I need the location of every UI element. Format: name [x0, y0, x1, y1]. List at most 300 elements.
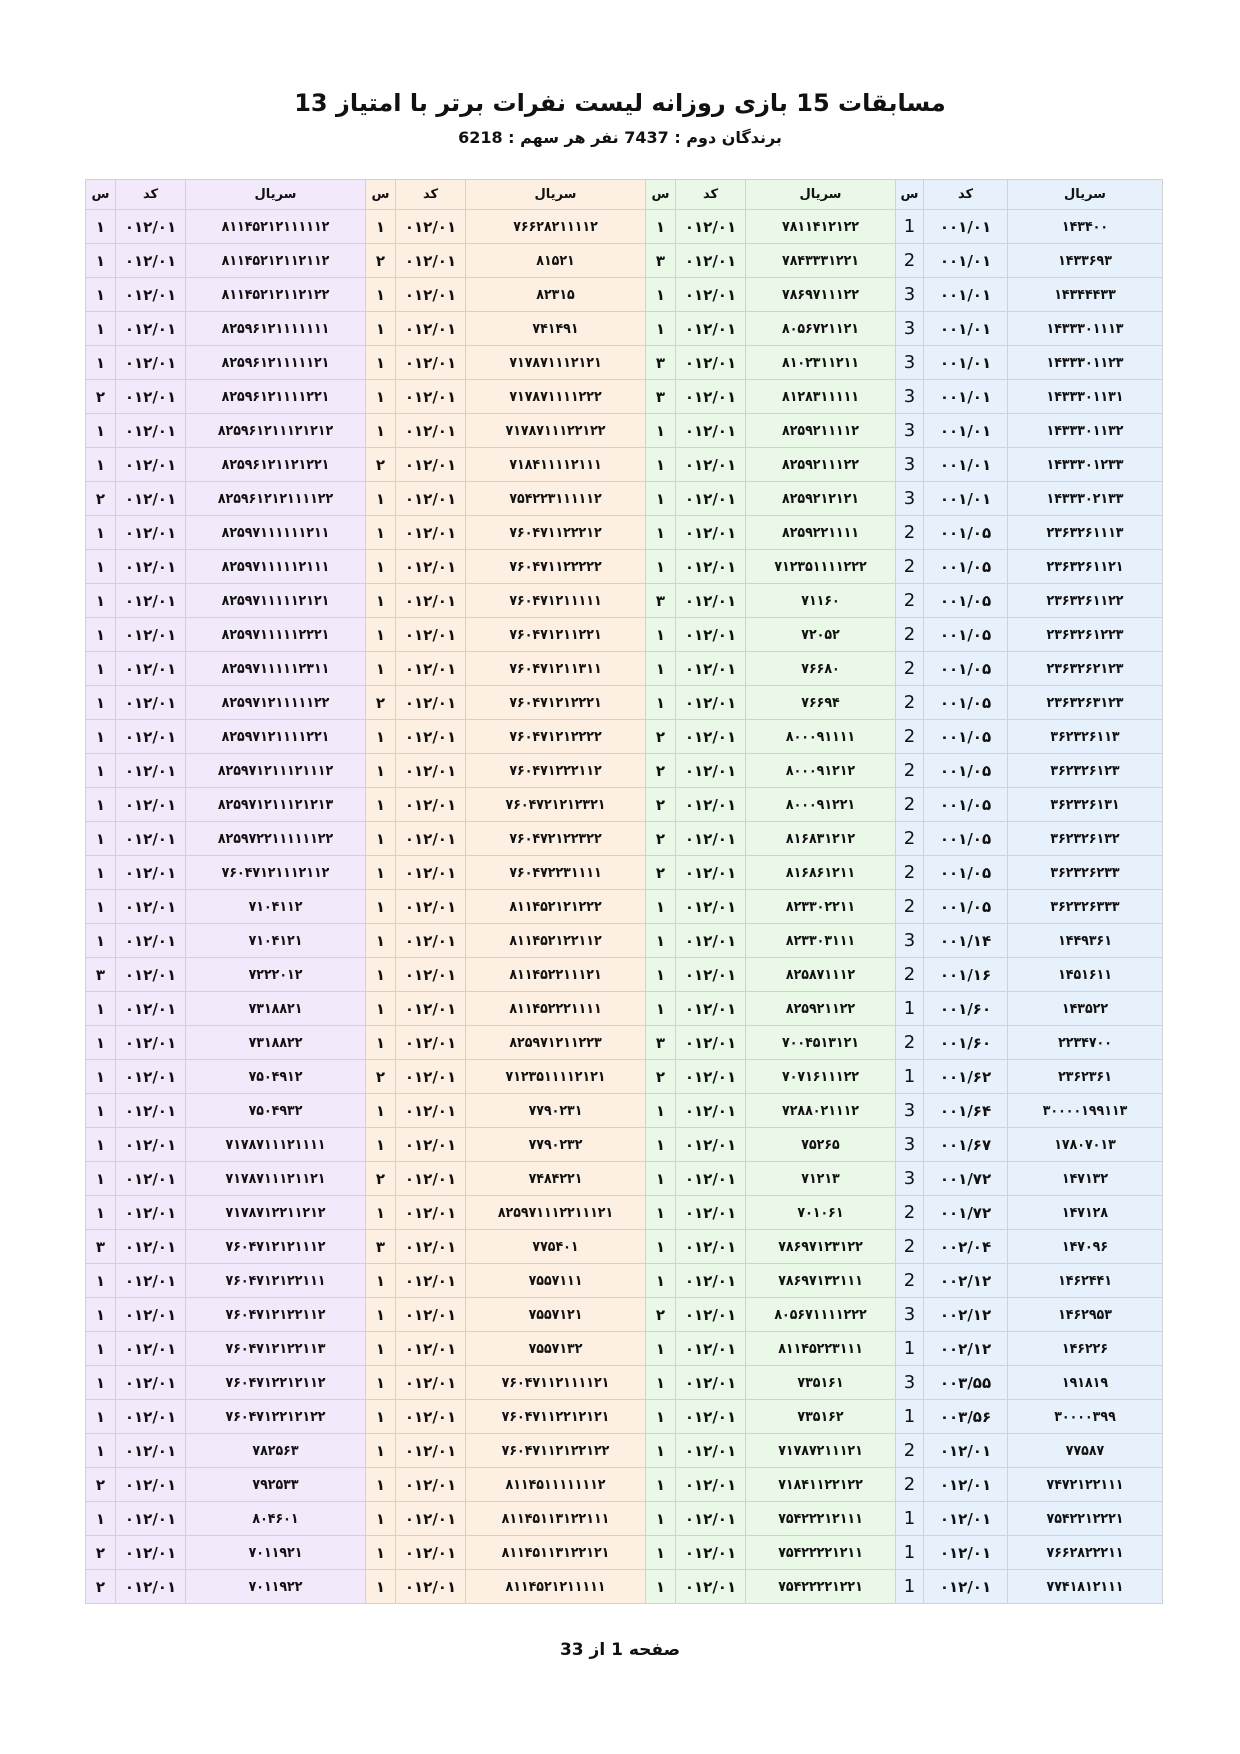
cell-s: ۱ — [366, 1366, 396, 1400]
cell-s: 3 — [896, 278, 924, 312]
cell-code: ۰۱۲/۰۱ — [396, 1400, 466, 1434]
table-row — [86, 1060, 1163, 1094]
cell-code: ۰۱۲/۰۱ — [116, 1128, 186, 1162]
cell-serial: ۸۱۱۴۵۲۲۲۱۱۱۱ — [466, 992, 646, 1026]
cell-code: ۰۱۲/۰۱ — [676, 516, 746, 550]
cell-serial: ۷۱۷۸۷۱۱۱۱۲۲۲ — [466, 380, 646, 414]
cell-serial: ۷۳۵۱۶۱ — [746, 1366, 896, 1400]
cell-code: ۰۰۱/۰۱ — [924, 278, 1008, 312]
table-row — [86, 1400, 1163, 1434]
cell-code: ۰۰۱/۷۲ — [924, 1162, 1008, 1196]
cell-s: ۱ — [86, 1162, 116, 1196]
table-row — [86, 754, 1163, 788]
cell-serial: ۱۴۳۴۰۰ — [1008, 210, 1163, 244]
cell-code: ۰۱۲/۰۱ — [116, 1468, 186, 1502]
table-row — [86, 1196, 1163, 1230]
cell-code: ۰۱۲/۰۱ — [116, 278, 186, 312]
cell-serial: ۷۸۲۵۶۳ — [186, 1434, 366, 1468]
cell-s: 2 — [896, 550, 924, 584]
cell-serial: ۷۶۰۴۷۱۲۱۱۱۱۱ — [466, 584, 646, 618]
cell-s: ۱ — [366, 312, 396, 346]
cell-serial: ۷۵۴۲۲۲۱۲۱۱۱ — [746, 1502, 896, 1536]
cell-serial: ۸۱۱۴۵۲۱۲۱۱۲۱۲۲ — [186, 278, 366, 312]
column-header-serial: سریال — [466, 180, 646, 210]
cell-s: ۱ — [646, 1094, 676, 1128]
cell-s: ۱ — [86, 788, 116, 822]
cell-s: 3 — [896, 482, 924, 516]
cell-s: ۱ — [86, 312, 116, 346]
cell-serial: ۷۸۴۳۳۳۱۲۲۱ — [746, 244, 896, 278]
cell-serial: ۸۲۵۹۷۱۲۱۱۱۲۱۱۱۲ — [186, 754, 366, 788]
cell-code: ۰۰۳/۵۶ — [924, 1400, 1008, 1434]
cell-serial: ۸۲۵۹۷۱۱۱۲۲۱۱۱۲۱ — [466, 1196, 646, 1230]
cell-serial: ۸۲۵۹۶۱۲۱۱۱۲۱۲۱۲ — [186, 414, 366, 448]
cell-serial: ۳۶۲۳۲۶۱۱۳ — [1008, 720, 1163, 754]
cell-serial: ۱۴۳۵۲۲ — [1008, 992, 1163, 1026]
cell-s: ۱ — [646, 958, 676, 992]
cell-code: ۰۱۲/۰۱ — [116, 210, 186, 244]
cell-s: ۱ — [646, 278, 676, 312]
cell-code: ۰۱۲/۰۱ — [396, 618, 466, 652]
cell-s: ۲ — [86, 1468, 116, 1502]
cell-serial: ۸۱۵۲۱ — [466, 244, 646, 278]
cell-serial: ۸۲۵۹۶۱۲۱۱۱۱۲۲۱ — [186, 380, 366, 414]
table-row — [86, 1468, 1163, 1502]
cell-serial: ۷۶۰۴۷۲۱۲۱۲۳۲۱ — [466, 788, 646, 822]
cell-s: ۱ — [366, 1128, 396, 1162]
cell-s: ۱ — [86, 1434, 116, 1468]
cell-code: ۰۱۲/۰۱ — [924, 1434, 1008, 1468]
cell-code: ۰۱۲/۰۱ — [116, 448, 186, 482]
cell-s: 2 — [896, 584, 924, 618]
cell-s: ۱ — [366, 754, 396, 788]
cell-s: ۲ — [646, 788, 676, 822]
cell-code: ۰۱۲/۰۱ — [116, 992, 186, 1026]
cell-serial: ۸۲۳۳۰۲۲۱۱ — [746, 890, 896, 924]
cell-code: ۰۱۲/۰۱ — [396, 1468, 466, 1502]
cell-s: ۱ — [646, 1128, 676, 1162]
cell-serial: ۷۷۵۴۰۱ — [466, 1230, 646, 1264]
cell-serial: ۳۶۲۳۲۶۲۳۳ — [1008, 856, 1163, 890]
cell-code: ۰۱۲/۰۱ — [396, 380, 466, 414]
cell-s: ۱ — [366, 1094, 396, 1128]
cell-s: 3 — [896, 1094, 924, 1128]
cell-serial: ۱۹۱۸۱۹ — [1008, 1366, 1163, 1400]
cell-serial: ۷۲۰۵۲ — [746, 618, 896, 652]
cell-code: ۰۱۲/۰۱ — [676, 1468, 746, 1502]
cell-serial: ۸۱۱۴۵۱۱۳۱۲۲۱۱۱ — [466, 1502, 646, 1536]
cell-code: ۰۰۲/۱۲ — [924, 1298, 1008, 1332]
cell-s: ۱ — [646, 1162, 676, 1196]
cell-serial: ۸۱۱۴۵۲۱۲۱۲۲۲ — [466, 890, 646, 924]
cell-s: 1 — [896, 1570, 924, 1604]
cell-code: ۰۱۲/۰۱ — [396, 1502, 466, 1536]
cell-s: ۱ — [646, 1196, 676, 1230]
cell-s: ۱ — [646, 448, 676, 482]
cell-code: ۰۰۱/۰۱ — [924, 380, 1008, 414]
cell-code: ۰۱۲/۰۱ — [676, 822, 746, 856]
cell-code: ۰۱۲/۰۱ — [676, 924, 746, 958]
cell-s: ۲ — [86, 1570, 116, 1604]
cell-s: ۱ — [366, 822, 396, 856]
cell-s: 1 — [896, 1060, 924, 1094]
cell-s: ۱ — [366, 1434, 396, 1468]
cell-serial: ۷۵۴۲۲۲۲۱۲۱۱ — [746, 1536, 896, 1570]
cell-code: ۰۰۲/۱۲ — [924, 1332, 1008, 1366]
header-row — [86, 180, 1163, 210]
cell-serial: ۷۰۷۱۶۱۱۱۲۲ — [746, 1060, 896, 1094]
cell-s: ۱ — [86, 1298, 116, 1332]
cell-code: ۰۱۲/۰۱ — [116, 1060, 186, 1094]
column-header-code: کد — [116, 180, 186, 210]
cell-s: 1 — [896, 1502, 924, 1536]
cell-s: ۱ — [366, 516, 396, 550]
cell-serial: ۷۱۷۸۷۲۱۱۱۲۱ — [746, 1434, 896, 1468]
cell-code: ۰۱۲/۰۱ — [116, 1026, 186, 1060]
cell-serial: ۷۰۱۰۶۱ — [746, 1196, 896, 1230]
cell-code: ۰۰۱/۰۱ — [924, 210, 1008, 244]
cell-code: ۰۱۲/۰۱ — [116, 516, 186, 550]
cell-code: ۰۱۲/۰۱ — [676, 788, 746, 822]
table-row — [86, 584, 1163, 618]
cell-code: ۰۱۲/۰۱ — [396, 992, 466, 1026]
table-row — [86, 516, 1163, 550]
cell-serial: ۸۲۵۹۷۱۱۱۱۱۲۱۲۱ — [186, 584, 366, 618]
cell-serial: ۸۱۱۴۵۲۱۲۲۱۱۲ — [466, 924, 646, 958]
cell-code: ۰۱۲/۰۱ — [676, 244, 746, 278]
cell-serial: ۷۲۲۲۰۱۲ — [186, 958, 366, 992]
cell-s: ۱ — [646, 1366, 676, 1400]
cell-code: ۰۱۲/۰۱ — [676, 210, 746, 244]
cell-code: ۰۱۲/۰۱ — [676, 1196, 746, 1230]
cell-serial: ۸۲۵۹۷۱۲۱۱۱۱۲۲۱ — [186, 720, 366, 754]
cell-code: ۰۱۲/۰۱ — [116, 1366, 186, 1400]
cell-code: ۰۱۲/۰۱ — [396, 1094, 466, 1128]
cell-code: ۰۱۲/۰۱ — [676, 414, 746, 448]
cell-serial: ۷۷۵۸۷ — [1008, 1434, 1163, 1468]
cell-s: 2 — [896, 1264, 924, 1298]
cell-s: ۱ — [366, 1026, 396, 1060]
cell-s: ۲ — [86, 482, 116, 516]
page-subtitle: برندگان دوم : 7437 نفر هر سهم : 6218 — [458, 128, 782, 147]
table-row — [86, 1332, 1163, 1366]
cell-code: ۰۱۲/۰۱ — [116, 550, 186, 584]
cell-serial: ۷۱۲۳۵۱۱۱۱۲۲۲ — [746, 550, 896, 584]
cell-serial: ۷۶۰۴۷۱۱۲۱۲۲۱۲۲ — [466, 1434, 646, 1468]
cell-s: ۱ — [366, 652, 396, 686]
cell-serial: ۷۸۶۹۷۱۱۱۲۲ — [746, 278, 896, 312]
cell-code: ۰۰۱/۶۷ — [924, 1128, 1008, 1162]
cell-s: 3 — [896, 1366, 924, 1400]
cell-code: ۰۱۲/۰۱ — [676, 1094, 746, 1128]
cell-s: ۱ — [366, 414, 396, 448]
cell-serial: ۸۲۳۳۰۳۱۱۱ — [746, 924, 896, 958]
cell-code: ۰۰۱/۶۰ — [924, 1026, 1008, 1060]
cell-serial: ۷۱۲۳۵۱۱۱۱۲۱۲۱ — [466, 1060, 646, 1094]
cell-serial: ۳۰۰۰۰۳۹۹ — [1008, 1400, 1163, 1434]
cell-s: 2 — [896, 1230, 924, 1264]
cell-serial: ۷۱۰۴۱۲۱ — [186, 924, 366, 958]
column-header-s: س — [646, 180, 676, 210]
cell-s: ۱ — [86, 1026, 116, 1060]
cell-serial: ۷۱۷۸۷۱۱۱۲۱۱۲۱ — [186, 1162, 366, 1196]
cell-s: 2 — [896, 1026, 924, 1060]
cell-s: ۱ — [366, 1570, 396, 1604]
cell-serial: ۱۴۳۳۳۰۱۱۳۱ — [1008, 380, 1163, 414]
cell-s: ۱ — [646, 686, 676, 720]
cell-s: 3 — [896, 380, 924, 414]
cell-serial: ۸۲۵۹۷۱۲۱۱۲۲۳ — [466, 1026, 646, 1060]
cell-s: ۱ — [646, 482, 676, 516]
cell-serial: ۱۴۶۲۹۵۳ — [1008, 1298, 1163, 1332]
cell-code: ۰۱۲/۰۱ — [676, 1026, 746, 1060]
cell-code: ۰۱۲/۰۱ — [676, 380, 746, 414]
cell-s: ۱ — [646, 890, 676, 924]
cell-s: ۲ — [366, 1060, 396, 1094]
cell-code: ۰۱۲/۰۱ — [924, 1468, 1008, 1502]
cell-code: ۰۱۲/۰۱ — [116, 1536, 186, 1570]
cell-code: ۰۱۲/۰۱ — [924, 1570, 1008, 1604]
cell-serial: ۸۲۵۹۷۱۱۱۱۱۲۱۱۱ — [186, 550, 366, 584]
cell-code: ۰۰۱/۰۵ — [924, 754, 1008, 788]
cell-s: 2 — [896, 652, 924, 686]
cell-serial: ۷۶۰۴۷۱۲۱۲۲۱۱۱ — [186, 1264, 366, 1298]
cell-serial: ۷۶۰۴۷۱۲۱۲۲۱۱۳ — [186, 1332, 366, 1366]
cell-serial: ۸۰۴۶۰۱ — [186, 1502, 366, 1536]
cell-serial: ۷۴۷۲۱۲۲۱۱۱ — [1008, 1468, 1163, 1502]
cell-serial: ۸۲۵۹۲۱۱۲۲ — [746, 992, 896, 1026]
cell-serial: ۷۶۶۹۴ — [746, 686, 896, 720]
cell-s: ۱ — [646, 924, 676, 958]
cell-s: ۲ — [646, 754, 676, 788]
cell-serial: ۱۴۳۴۴۴۳۳ — [1008, 278, 1163, 312]
cell-serial: ۸۲۵۹۶۱۲۱۱۱۱۱۱۱ — [186, 312, 366, 346]
cell-serial: ۷۸۶۹۷۱۳۲۱۱۱ — [746, 1264, 896, 1298]
cell-s: ۲ — [366, 244, 396, 278]
cell-serial: ۸۱۱۴۵۲۲۱۱۱۲۱ — [466, 958, 646, 992]
cell-serial: ۲۳۶۳۲۶۱۲۲۳ — [1008, 618, 1163, 652]
cell-s: ۱ — [646, 1502, 676, 1536]
cell-serial: ۷۴۱۴۹۱ — [466, 312, 646, 346]
cell-code: ۰۱۲/۰۱ — [396, 414, 466, 448]
cell-s: ۱ — [86, 550, 116, 584]
table-row — [86, 856, 1163, 890]
cell-serial: ۱۴۵۱۶۱۱ — [1008, 958, 1163, 992]
cell-code: ۰۱۲/۰۱ — [396, 346, 466, 380]
cell-code: ۰۱۲/۰۱ — [676, 1366, 746, 1400]
cell-code: ۰۱۲/۰۱ — [396, 550, 466, 584]
cell-serial: ۱۴۳۳۳۰۱۱۳۲ — [1008, 414, 1163, 448]
cell-code: ۰۰۱/۶۴ — [924, 1094, 1008, 1128]
cell-s: ۱ — [646, 992, 676, 1026]
cell-serial: ۲۳۶۳۲۶۱۱۲۲ — [1008, 584, 1163, 618]
cell-code: ۰۰۲/۱۲ — [924, 1264, 1008, 1298]
cell-s: ۱ — [646, 312, 676, 346]
page-footer: صفحه 1 از 33 — [559, 1640, 681, 1660]
cell-s: ۱ — [86, 1366, 116, 1400]
cell-serial: ۷۶۰۴۷۲۲۳۱۱۱۱ — [466, 856, 646, 890]
cell-code: ۰۱۲/۰۱ — [396, 1264, 466, 1298]
cell-code: ۰۱۲/۰۱ — [676, 278, 746, 312]
cell-serial: ۷۴۸۴۲۲۱ — [466, 1162, 646, 1196]
cell-s: ۱ — [366, 958, 396, 992]
cell-serial: ۳۶۲۳۲۶۱۲۳ — [1008, 754, 1163, 788]
cell-code: ۰۰۳/۵۵ — [924, 1366, 1008, 1400]
cell-serial: ۷۶۶۸۰ — [746, 652, 896, 686]
cell-serial: ۸۱۱۴۵۲۱۲۱۱۱۱۱ — [466, 1570, 646, 1604]
cell-s: ۱ — [86, 516, 116, 550]
table-row — [86, 720, 1163, 754]
cell-serial: ۸۲۵۹۲۱۱۱۲۲ — [746, 448, 896, 482]
cell-code: ۰۱۲/۰۱ — [396, 1366, 466, 1400]
table-row — [86, 1536, 1163, 1570]
cell-s: ۱ — [646, 1536, 676, 1570]
cell-s: 2 — [896, 244, 924, 278]
cell-s: ۱ — [646, 618, 676, 652]
cell-serial: ۸۲۵۸۷۱۱۱۲ — [746, 958, 896, 992]
cell-serial: ۷۶۶۲۸۲۱۱۱۱۲ — [466, 210, 646, 244]
cell-code: ۰۰۱/۶۲ — [924, 1060, 1008, 1094]
cell-code: ۰۱۲/۰۱ — [116, 1094, 186, 1128]
cell-serial: ۷۶۰۴۷۲۱۲۲۳۲۲ — [466, 822, 646, 856]
cell-code: ۰۱۲/۰۱ — [676, 1570, 746, 1604]
cell-s: ۱ — [86, 1094, 116, 1128]
cell-serial: ۷۵۴۲۲۲۲۱۲۲۱ — [746, 1570, 896, 1604]
cell-s: 2 — [896, 516, 924, 550]
cell-s: ۱ — [366, 482, 396, 516]
cell-serial: ۸۲۵۹۷۱۱۱۱۱۱۲۱۱ — [186, 516, 366, 550]
cell-s: ۱ — [366, 856, 396, 890]
cell-code: ۰۱۲/۰۱ — [676, 652, 746, 686]
cell-serial: ۱۷۸۰۷۰۱۳ — [1008, 1128, 1163, 1162]
cell-code: ۰۱۲/۰۱ — [396, 210, 466, 244]
cell-serial: ۸۰۰۰۹۱۲۲۱ — [746, 788, 896, 822]
cell-serial: ۷۵۰۴۹۱۲ — [186, 1060, 366, 1094]
cell-serial: ۷۶۰۴۷۱۲۱۱۳۱۱ — [466, 652, 646, 686]
cell-serial: ۷۵۵۷۱۲۱ — [466, 1298, 646, 1332]
column-header-serial: سریال — [186, 180, 366, 210]
cell-serial: ۷۷۹۰۲۳۲ — [466, 1128, 646, 1162]
cell-serial: ۲۳۶۳۲۶۱۱۱۳ — [1008, 516, 1163, 550]
cell-s: 2 — [896, 1434, 924, 1468]
cell-serial: ۷۶۰۴۷۱۲۱۲۲۲۱ — [466, 686, 646, 720]
cell-serial: ۸۱۱۴۵۱۱۳۱۲۲۱۲۱ — [466, 1536, 646, 1570]
cell-serial: ۷۶۰۴۷۱۱۲۲۲۲۲ — [466, 550, 646, 584]
cell-serial: ۷۶۰۴۷۱۱۲۱۱۱۱۲۱ — [466, 1366, 646, 1400]
cell-serial: ۸۲۵۹۶۱۲۱۲۱۱۱۱۲۲ — [186, 482, 366, 516]
cell-code: ۰۱۲/۰۱ — [116, 1264, 186, 1298]
cell-s: ۱ — [366, 1502, 396, 1536]
cell-serial: ۱۴۶۲۴۴۱ — [1008, 1264, 1163, 1298]
cell-s: ۱ — [366, 380, 396, 414]
cell-s: ۱ — [86, 1332, 116, 1366]
cell-code: ۰۱۲/۰۱ — [116, 754, 186, 788]
table-row — [86, 1298, 1163, 1332]
cell-code: ۰۱۲/۰۱ — [676, 1536, 746, 1570]
cell-s: 2 — [896, 822, 924, 856]
cell-serial: ۷۵۵۷۱۱۱ — [466, 1264, 646, 1298]
cell-code: ۰۱۲/۰۱ — [396, 1162, 466, 1196]
cell-s: ۱ — [86, 1128, 116, 1162]
cell-serial: ۷۶۰۴۷۱۲۱۲۲۱۱۲ — [186, 1298, 366, 1332]
cell-serial: ۲۳۶۳۲۶۳۱۲۳ — [1008, 686, 1163, 720]
cell-s: ۱ — [86, 890, 116, 924]
cell-s: ۱ — [366, 1196, 396, 1230]
cell-serial: ۷۶۰۴۷۱۲۱۲۱۱۱۲ — [186, 1230, 366, 1264]
cell-code: ۰۱۲/۰۱ — [116, 380, 186, 414]
cell-serial: ۸۲۵۹۶۱۲۱۱۱۱۱۲۱ — [186, 346, 366, 380]
cell-serial: ۸۱۰۲۳۱۱۲۱۱ — [746, 346, 896, 380]
cell-s: ۱ — [646, 1264, 676, 1298]
cell-serial: ۲۳۶۲۳۶۱ — [1008, 1060, 1163, 1094]
cell-s: ۱ — [86, 992, 116, 1026]
table-row — [86, 1264, 1163, 1298]
cell-serial: ۷۶۰۴۷۱۲۲۱۲۱۲۲ — [186, 1400, 366, 1434]
cell-serial: ۸۲۳۱۵ — [466, 278, 646, 312]
cell-code: ۰۰۱/۶۰ — [924, 992, 1008, 1026]
table-row — [86, 992, 1163, 1026]
cell-s: ۳ — [646, 1026, 676, 1060]
cell-s: ۱ — [86, 584, 116, 618]
cell-code: ۰۱۲/۰۱ — [116, 1332, 186, 1366]
cell-serial: ۷۱۷۸۷۱۲۲۱۱۲۱۲ — [186, 1196, 366, 1230]
cell-s: ۱ — [366, 788, 396, 822]
cell-serial: ۷۶۰۴۷۱۲۱۱۲۲۱ — [466, 618, 646, 652]
cell-serial: ۱۴۶۲۲۶ — [1008, 1332, 1163, 1366]
cell-code: ۰۱۲/۰۱ — [676, 312, 746, 346]
cell-serial: ۷۱۱۶۰ — [746, 584, 896, 618]
cell-code: ۰۱۲/۰۱ — [396, 822, 466, 856]
cell-code: ۰۰۲/۰۴ — [924, 1230, 1008, 1264]
cell-s: ۱ — [86, 720, 116, 754]
cell-s: ۱ — [86, 448, 116, 482]
cell-serial: ۸۱۱۴۵۱۱۱۱۱۱۱۲ — [466, 1468, 646, 1502]
cell-code: ۰۱۲/۰۱ — [676, 618, 746, 652]
cell-s: ۲ — [86, 1536, 116, 1570]
cell-code: ۰۰۱/۰۵ — [924, 652, 1008, 686]
cell-serial: ۷۵۴۲۲۳۱۱۱۱۱۲ — [466, 482, 646, 516]
cell-code: ۰۰۱/۰۵ — [924, 720, 1008, 754]
cell-s: 3 — [896, 414, 924, 448]
cell-s: ۱ — [366, 720, 396, 754]
cell-code: ۰۱۲/۰۱ — [396, 1230, 466, 1264]
cell-code: ۰۱۲/۰۱ — [116, 822, 186, 856]
cell-serial: ۸۱۲۸۳۱۱۱۱۱ — [746, 380, 896, 414]
cell-s: ۳ — [646, 346, 676, 380]
cell-code: ۰۱۲/۰۱ — [396, 890, 466, 924]
cell-code: ۰۱۲/۰۱ — [116, 686, 186, 720]
cell-code: ۰۱۲/۰۱ — [396, 1332, 466, 1366]
cell-serial: ۷۱۷۸۷۱۱۱۲۱۲۱ — [466, 346, 646, 380]
cell-s: ۲ — [646, 856, 676, 890]
cell-code: ۰۱۲/۰۱ — [676, 1264, 746, 1298]
cell-s: ۱ — [366, 278, 396, 312]
cell-serial: ۸۰۵۶۷۲۱۱۲۱ — [746, 312, 896, 346]
cell-s: ۱ — [366, 1400, 396, 1434]
cell-serial: ۸۲۵۹۲۱۱۱۱۲ — [746, 414, 896, 448]
cell-code: ۰۱۲/۰۱ — [676, 720, 746, 754]
cell-s: ۱ — [366, 1298, 396, 1332]
cell-serial: ۸۱۱۴۵۲۲۳۱۱۱ — [746, 1332, 896, 1366]
table-row — [86, 244, 1163, 278]
cell-s: 2 — [896, 1196, 924, 1230]
cell-s: ۲ — [366, 1162, 396, 1196]
cell-serial: ۷۶۰۴۷۱۲۱۲۲۲۲ — [466, 720, 646, 754]
cell-serial: ۷۷۹۰۲۳۱ — [466, 1094, 646, 1128]
cell-serial: ۸۰۰۰۹۱۲۱۲ — [746, 754, 896, 788]
cell-code: ۰۰۱/۰۵ — [924, 890, 1008, 924]
cell-s: ۱ — [366, 210, 396, 244]
